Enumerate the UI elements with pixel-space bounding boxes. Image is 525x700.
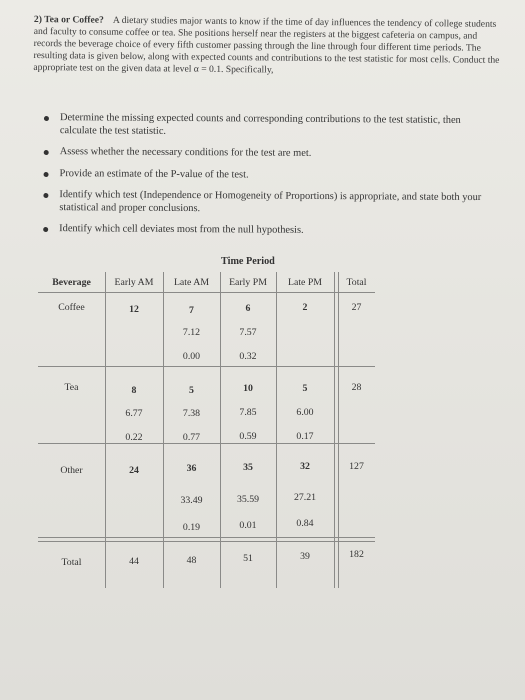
observed-cell: 8 — [131, 385, 137, 396]
row-total: 127 — [349, 461, 364, 472]
contribution-cell: 0.00 — [182, 351, 201, 362]
header-total: Total — [346, 277, 367, 288]
task-item: Assess whether the necessary conditions for the test are met. — [40, 146, 500, 162]
table-rule — [38, 541, 375, 542]
contribution-cell: 0.17 — [296, 431, 314, 442]
table-rule — [38, 537, 375, 538]
observed-cell: 7 — [189, 305, 194, 316]
problem-statement — [33, 14, 504, 79]
expected-cell: 7.12 — [182, 327, 201, 338]
expected-cell: 7.38 — [182, 408, 201, 419]
row-label-other: Other — [60, 465, 83, 476]
row-total: 28 — [351, 382, 362, 393]
observed-cell: 32 — [300, 461, 310, 472]
expected-cell: 33.49 — [180, 495, 203, 506]
row-label-tea: Tea — [64, 382, 79, 393]
expected-cell: 7.85 — [239, 407, 257, 418]
header-late-am: Late AM — [173, 277, 210, 288]
observed-cell: 35 — [243, 462, 253, 473]
row-label-total: Total — [61, 557, 82, 568]
expected-cell: 27.21 — [293, 492, 317, 503]
contribution-cell: 0.22 — [125, 432, 143, 443]
observed-cell: 10 — [243, 383, 253, 394]
contribution-cell: 0.77 — [182, 432, 201, 443]
expected-cell: 7.57 — [239, 327, 257, 338]
contribution-cell: 0.01 — [239, 520, 257, 531]
task-list — [39, 112, 500, 248]
observed-cell: 36 — [186, 463, 197, 474]
contribution-cell: 0.59 — [239, 431, 257, 442]
table-rule — [38, 443, 375, 444]
contingency-table — [38, 272, 375, 588]
column-total: 48 — [186, 555, 197, 566]
contribution-cell: 0.19 — [182, 522, 201, 533]
header-late-pm: Late PM — [287, 277, 322, 288]
header-beverage: Beverage — [52, 277, 91, 288]
header-early-pm: Early PM — [229, 277, 267, 288]
table-rule — [38, 366, 375, 367]
table-caption: Time Period — [221, 256, 275, 267]
task-item: Provide an estimate of the P-value of the test. — [40, 167, 500, 183]
observed-cell: 12 — [129, 304, 139, 315]
task-item: Determine the missing expected counts and corresponding contributions to the test statistic, then calculate the test statistic. — [40, 112, 500, 140]
task-item: Identify which test (Independence or Homogeneity of Proportions) is appropriate, and state both your statistical and proper conclusions. — [39, 189, 499, 217]
table-rule — [38, 292, 375, 293]
expected-cell: 6.00 — [296, 407, 314, 418]
grand-total: 182 — [349, 549, 364, 560]
observed-cell: 5 — [302, 383, 308, 394]
row-total: 27 — [351, 302, 362, 313]
column-total: 51 — [243, 553, 253, 564]
row-label-coffee: Coffee — [58, 302, 85, 313]
expected-cell: 6.77 — [125, 408, 143, 419]
contribution-cell: 0.84 — [296, 518, 314, 529]
column-total: 44 — [129, 556, 139, 567]
observed-cell: 6 — [245, 303, 251, 314]
column-total: 39 — [300, 551, 310, 562]
header-early-am: Early AM — [114, 277, 154, 288]
problem-text: A dietary studies major wants to know if the time of day influences the tendency of college students and faculty to consume coffee or tea. She positions herself near the registers at the biggest cafeteria on campus, and records the beverage choice of every fifth customer passing through the line through four different time periods. The resulting data is given below, along with expected counts and contributions to the test statistic for most cells. Conduct the appropriate test on the given data at level α = 0.1. Specifically, — [33, 14, 500, 76]
observed-cell: 5 — [189, 385, 194, 396]
observed-cell: 2 — [302, 302, 308, 313]
observed-cell: 24 — [129, 465, 139, 476]
contribution-cell: 0.32 — [239, 351, 257, 362]
problem-number: 2) Tea or Coffee? — [33, 14, 104, 26]
task-item: Identify which cell deviates most from the null hypothesis. — [39, 223, 499, 239]
expected-cell: 35.59 — [236, 494, 260, 505]
